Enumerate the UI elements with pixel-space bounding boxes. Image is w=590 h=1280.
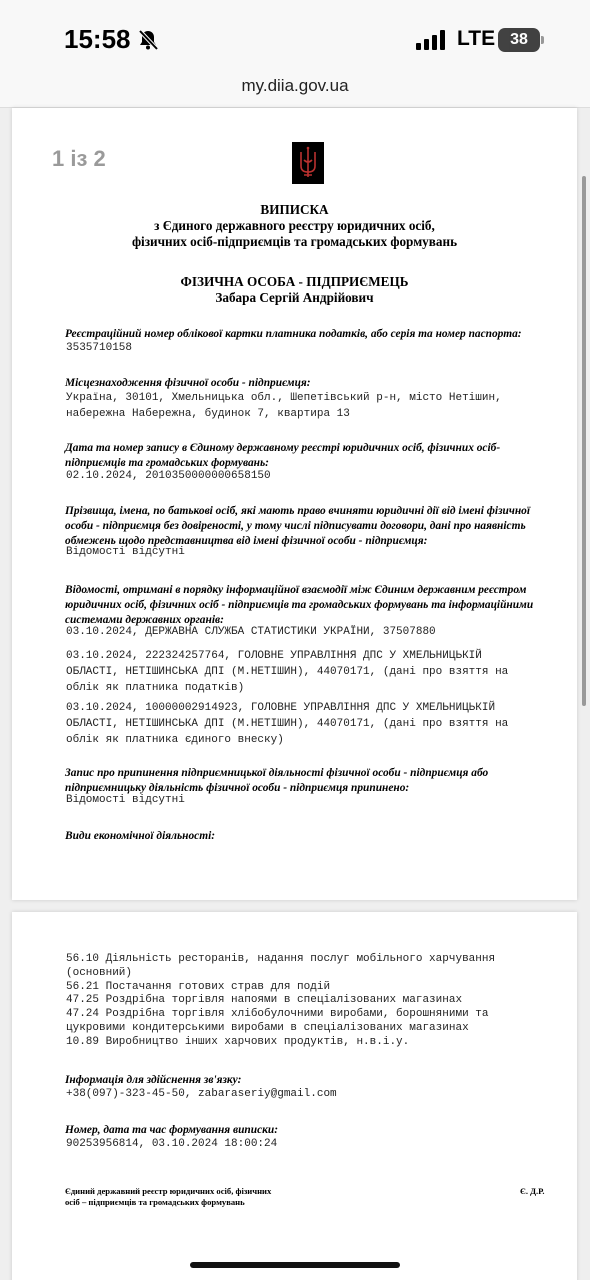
representatives-label: Прізвища, імена, по батькові осіб, які мають право вчиняти юридичні дії від імені фізичної особи - підприємця без довіреності, у тому числі підписувати договори, дані про наявність обмежень щодо представництва від імені фізичної особи - підприємця: <box>65 505 531 547</box>
interaction-label: Відомості, отримані в порядку інформаційної взаємодії між Єдиним державним реєстром юридичних осіб, фізичних осіб - підприємців та громадських формувань та інформаційними системами державних органів: <box>65 584 534 626</box>
document-subtitle-2: фізичних осіб-підприємців та громадських формувань <box>131 234 458 249</box>
home-indicator[interactable] <box>190 1262 400 1268</box>
activities-list: 56.10 Діяльність ресторанів, надання послуг мобільного харчування (основний) 56.21 Постачання готових страв для подій 47.25 Роздрібна торгівля напоями в спеціалізованих магазинах 47.24 Роздрібна торгівля хлібобулочними виробами, борошняними та цукровими кондитерськими виробами в спеціалізованих магазинах 10.89 Виробництво інших харчових продуктів, н.в.і.у. <box>66 953 496 1048</box>
termination-label: Запис про припинення підприємницької діяльності фізичної особи - підприємця або підприємницьку діяльність фізичної особи - підприємця припинено: <box>65 767 489 794</box>
record-value: 02.10.2024, 2010350000000658150 <box>66 470 271 482</box>
extract-value: 90253956814, 03.10.2024 18:00:24 <box>66 1138 278 1150</box>
interaction-value-3: 03.10.2024, 10000002914923, ГОЛОВНЕ УПРАВЛІННЯ ДПС У ХМЕЛЬНИЦЬКІЙ ОБЛАСТІ, НЕТІШИНСЬКА ДПІ (М.НЕТІШИН), 44070171, (дані про взяття на облік як платника єдиного внеску) <box>66 702 509 746</box>
cellular-signal-icon <box>416 30 448 50</box>
interaction-value-1: 03.10.2024, ДЕРЖАВНА СЛУЖБА СТАТИСТИКИ УКРАЇНИ, 37507880 <box>66 626 436 638</box>
entity-name: Забара Сергій Андрійович <box>215 290 374 305</box>
location-label: Місцезнаходження фізичної особи - підприємця: <box>65 377 311 389</box>
battery-tip <box>541 36 544 44</box>
entity-type: ФІЗИЧНА ОСОБА - ПІДПРИЄМЕЦЬ <box>180 274 409 289</box>
footer-registry: Єдиний державний реєстр юридичних осіб, фізичних осіб – підприємців та громадських формувань <box>65 1186 272 1207</box>
tax-number-value: 3535710158 <box>66 342 133 354</box>
termination-value: Відомості відсутні <box>66 794 185 806</box>
location-value: Україна, 30101, Хмельницька обл., Шепетівський р-н, місто Нетішин, набережна Набережна, будинок 7, квартира 13 <box>66 392 502 420</box>
url-text[interactable]: my.diia.gov.ua <box>241 76 349 95</box>
representatives-value: Відомості відсутні <box>66 546 185 558</box>
contact-value: +38(097)-323-45-50, zabaraseriy@gmail.com <box>66 1088 337 1100</box>
clock: 15:58 <box>64 24 131 54</box>
footer-abbrev: Є. Д.Р. <box>520 1186 545 1196</box>
contact-label: Інформація для здійснення зв'язку: <box>65 1074 242 1086</box>
silent-bell-icon <box>137 29 159 51</box>
network-type: LTE <box>457 27 496 50</box>
document-subtitle-1: з Єдиного державного реєстру юридичних осіб, <box>154 218 435 233</box>
activities-label: Види економічної діяльності: <box>65 830 216 842</box>
address-bar[interactable] <box>0 70 590 108</box>
trident-emblem-icon <box>292 142 324 184</box>
tax-number-label: Реєстраційний номер облікової картки платника податків, або серія та номер паспорта: <box>65 328 522 340</box>
battery-icon: 38 <box>498 28 540 52</box>
page-counter: 1 із 2 <box>52 146 106 171</box>
interaction-value-2: 03.10.2024, 222324257764, ГОЛОВНЕ УПРАВЛІННЯ ДПС У ХМЕЛЬНИЦЬКІЙ ОБЛАСТІ, НЕТІШИНСЬКА ДПІ (М.НЕТІШИН), 44070171, (дані про взяття на облік як платника податків) <box>66 650 509 694</box>
document-title: ВИПИСКА <box>260 202 329 217</box>
record-label: Дата та номер запису в Єдиному державному реєстрі юридичних осіб, фізичних осіб-підприємців та громадських формувань: <box>65 442 501 469</box>
extract-label: Номер, дата та час формування виписки: <box>65 1124 279 1136</box>
scrollbar[interactable] <box>582 176 586 706</box>
status-bar <box>0 0 590 70</box>
